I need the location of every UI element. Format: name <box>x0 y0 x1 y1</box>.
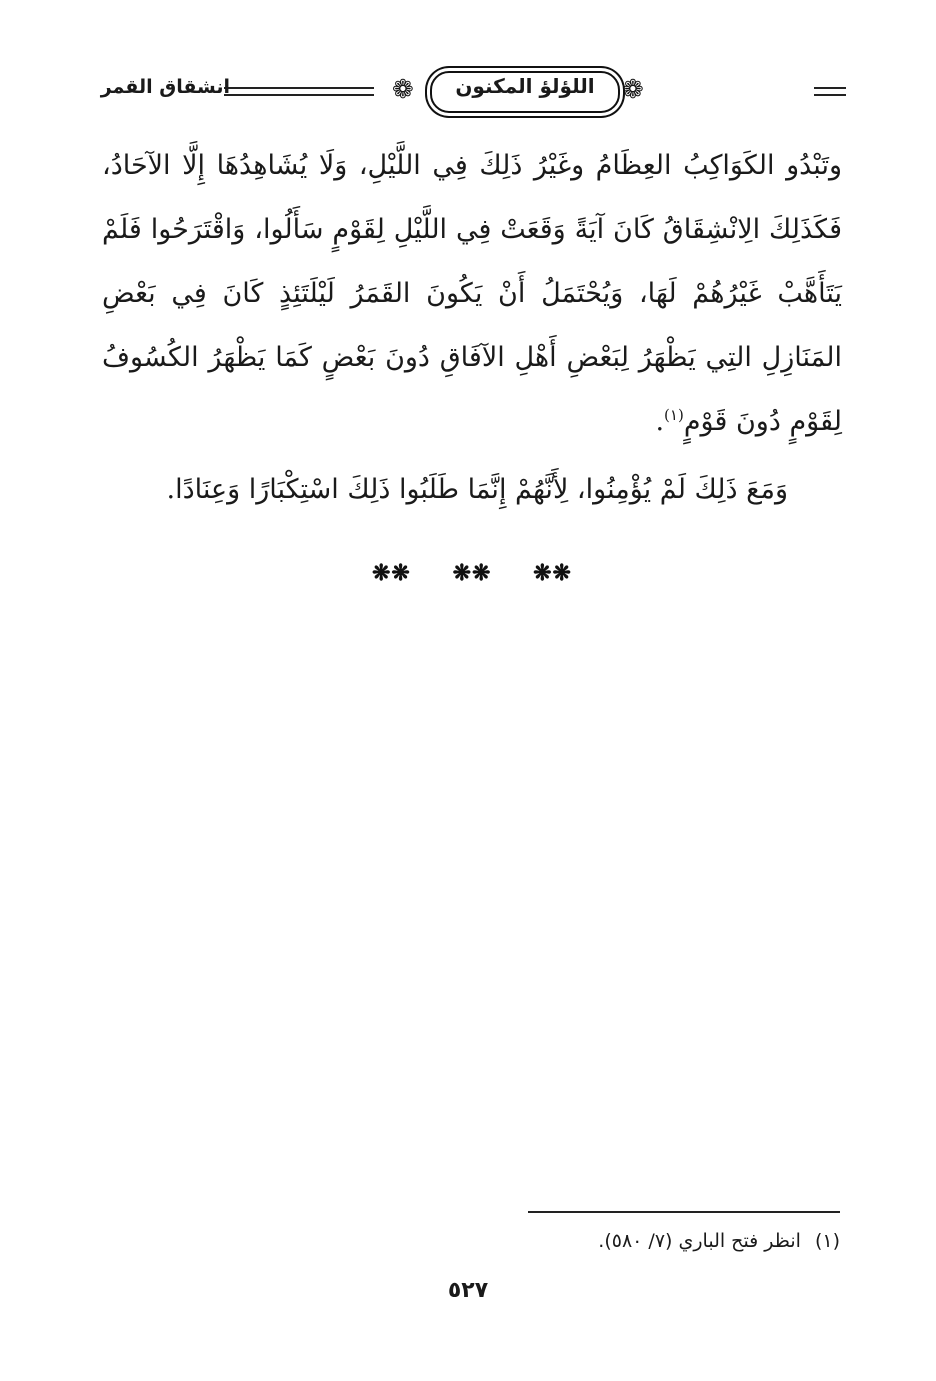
footnote-divider <box>528 1211 840 1213</box>
star-ornament-icon: ❋❋ <box>452 560 492 586</box>
floral-ornament-icon: ❁ <box>622 75 644 105</box>
footnote-number: (١) <box>814 1230 840 1252</box>
section-separator <box>372 560 572 586</box>
footnote <box>400 1226 840 1256</box>
book-title: اللؤلؤ المكنون <box>455 74 595 98</box>
paragraph-text: وَمَعَ ذَلِكَ لَمْ يُؤْمِنُوا، لِأَنَّهُمْ إِنَّمَا طَلَبُوا ذَلِكَ اسْتِكْبَارًا وَعِنَادًا. <box>166 474 788 505</box>
floral-ornament-icon: ❁ <box>392 75 414 105</box>
paragraph <box>102 458 842 522</box>
section-title: انشقاق القمر <box>100 76 230 98</box>
paragraph-text: وتَبْدُو الكَوَاكِبُ العِظَامُ وغَيْرُ ذَلِكَ فِي اللَّيْلِ، وَلَا يُشَاهِدُهَا إِلَّا الآحَادُ، فَكَذَلِكَ الِانْشِقَاقُ كَانَ آيَةً وَقَعَتْ فِي اللَّيْلِ لِقَوْمٍ سَأَلُوا، وَاقْتَرَحُوا فَلَمْ يَتَأَهَّبْ غَيْرُهُمْ لَهَا، وَيُحْتَمَلُ أَنْ يَكُونَ القَمَرُ لَيْلَتَئِذٍ كَانَ فِي بَعْضِ المَنَازِلِ التِي يَظْهَرُ لِبَعْضِ أَهْلِ الآفَاقِ دُونَ بَعْضٍ كَمَا يَظْهَرُ الكُسُوفُ لِقَوْمٍ دُونَ قَوْمٍ <box>102 150 842 437</box>
star-ornament-icon: ❋❋ <box>372 560 411 586</box>
running-header <box>102 62 840 120</box>
footnote-reference: (١) <box>664 406 684 424</box>
page-number: ٥٢٧ <box>447 1278 489 1303</box>
main-text <box>102 134 842 522</box>
star-ornament-icon: ❋❋ <box>533 560 572 586</box>
paragraph-end: . <box>655 406 665 437</box>
header-rule-right <box>814 87 846 96</box>
footnote-text: انظر فتح الباري (٧/ ٥٨٠). <box>598 1230 801 1252</box>
header-rule-left <box>224 87 374 96</box>
book-title-frame <box>384 62 806 120</box>
paragraph <box>102 134 842 454</box>
